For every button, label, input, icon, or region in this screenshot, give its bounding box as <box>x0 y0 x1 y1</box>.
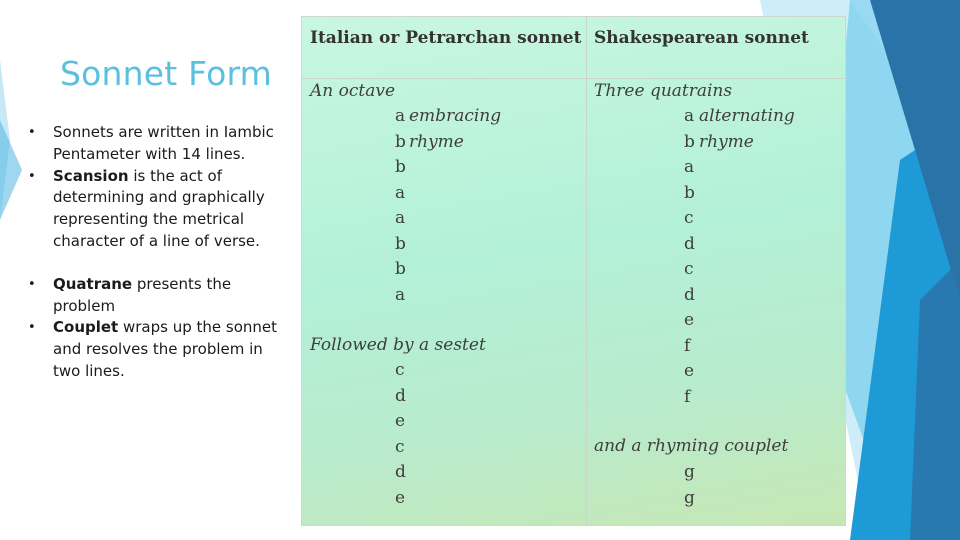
rhyme-letter: e <box>684 310 695 330</box>
bullet-dot: • <box>28 320 36 336</box>
bullet-dot: • <box>28 168 36 184</box>
rhyme-letter: d <box>395 385 406 406</box>
rhyme-letter: e <box>395 411 406 431</box>
rhyme-letter: a <box>684 106 695 126</box>
header-divider <box>302 78 845 79</box>
rhyme-letter: b <box>395 233 406 254</box>
rhyme-letter: d <box>684 233 695 254</box>
rhyme-letter: f <box>684 335 691 356</box>
column-divider <box>586 17 587 525</box>
rhyme-letter: b <box>684 131 695 152</box>
rhyme-letter: b <box>684 182 695 203</box>
rhyme-letter: d <box>395 462 406 482</box>
bullet-dot: • <box>28 125 36 140</box>
rhyme-letter: a <box>395 284 406 305</box>
rhyme-letter: d <box>684 284 695 305</box>
rhyme-letter: b <box>395 131 406 152</box>
rhyme-letter: f <box>684 386 691 407</box>
rhyme-letter: c <box>684 259 694 279</box>
bullet-dot: • <box>28 276 36 292</box>
bullet-bold-term: Couplet <box>53 318 119 337</box>
rhyme-letter: c <box>395 360 405 380</box>
bullet-item <box>28 122 278 166</box>
rhyme-letter: e <box>684 361 695 381</box>
rhyme-letter: c <box>395 436 405 457</box>
rhyme-letter: a <box>395 182 406 203</box>
rhyme-letter: e <box>395 487 406 508</box>
bullet-list <box>28 122 278 383</box>
rhyme-letter: a <box>684 157 695 177</box>
rhyme-letter: b <box>395 157 406 177</box>
octave-note: rhyme <box>409 132 464 152</box>
header-italian: Italian or Petrarchan sonnet <box>310 28 582 48</box>
rhyme-letter: a <box>395 208 406 228</box>
bullet-bold-term: Scansion <box>53 166 129 185</box>
bullet-item <box>28 166 278 253</box>
quatrains-label: Three quatrains <box>594 81 733 101</box>
bullet-text: presents the problem <box>53 274 232 315</box>
bullet-bold-term: Quatrane <box>53 274 133 293</box>
slide-title: Sonnet Form <box>60 54 273 93</box>
quatrain-note: rhyme <box>699 132 754 152</box>
sonnet-comparison-table <box>301 16 846 526</box>
bullet-item <box>28 274 278 318</box>
bullet-item <box>28 317 278 382</box>
header-shakespearean: Shakespearean sonnet <box>594 28 809 48</box>
rhyme-letter: c <box>684 208 694 228</box>
sestet-label: Followed by a sestet <box>310 335 486 355</box>
rhyme-letter: g <box>684 462 695 482</box>
quatrain-note: alternating <box>699 106 795 126</box>
rhyme-letter: b <box>395 259 406 279</box>
bullet-text: wraps up the sonnet and resolves the problem in two lines. <box>53 318 278 380</box>
bullet-text: is the act of determining and graphically representing the metrical character of a line of verse. <box>53 166 265 250</box>
octave-label: An octave <box>310 81 396 101</box>
couplet-label: and a rhyming couplet <box>594 436 789 456</box>
rhyme-letter: g <box>684 487 695 508</box>
decorative-left-triangle <box>0 120 22 220</box>
bullet-text: Sonnets are written in Iambic Pentameter with 14 lines. <box>53 123 274 163</box>
octave-note: embracing <box>409 106 502 126</box>
rhyme-letter: a <box>395 106 406 126</box>
